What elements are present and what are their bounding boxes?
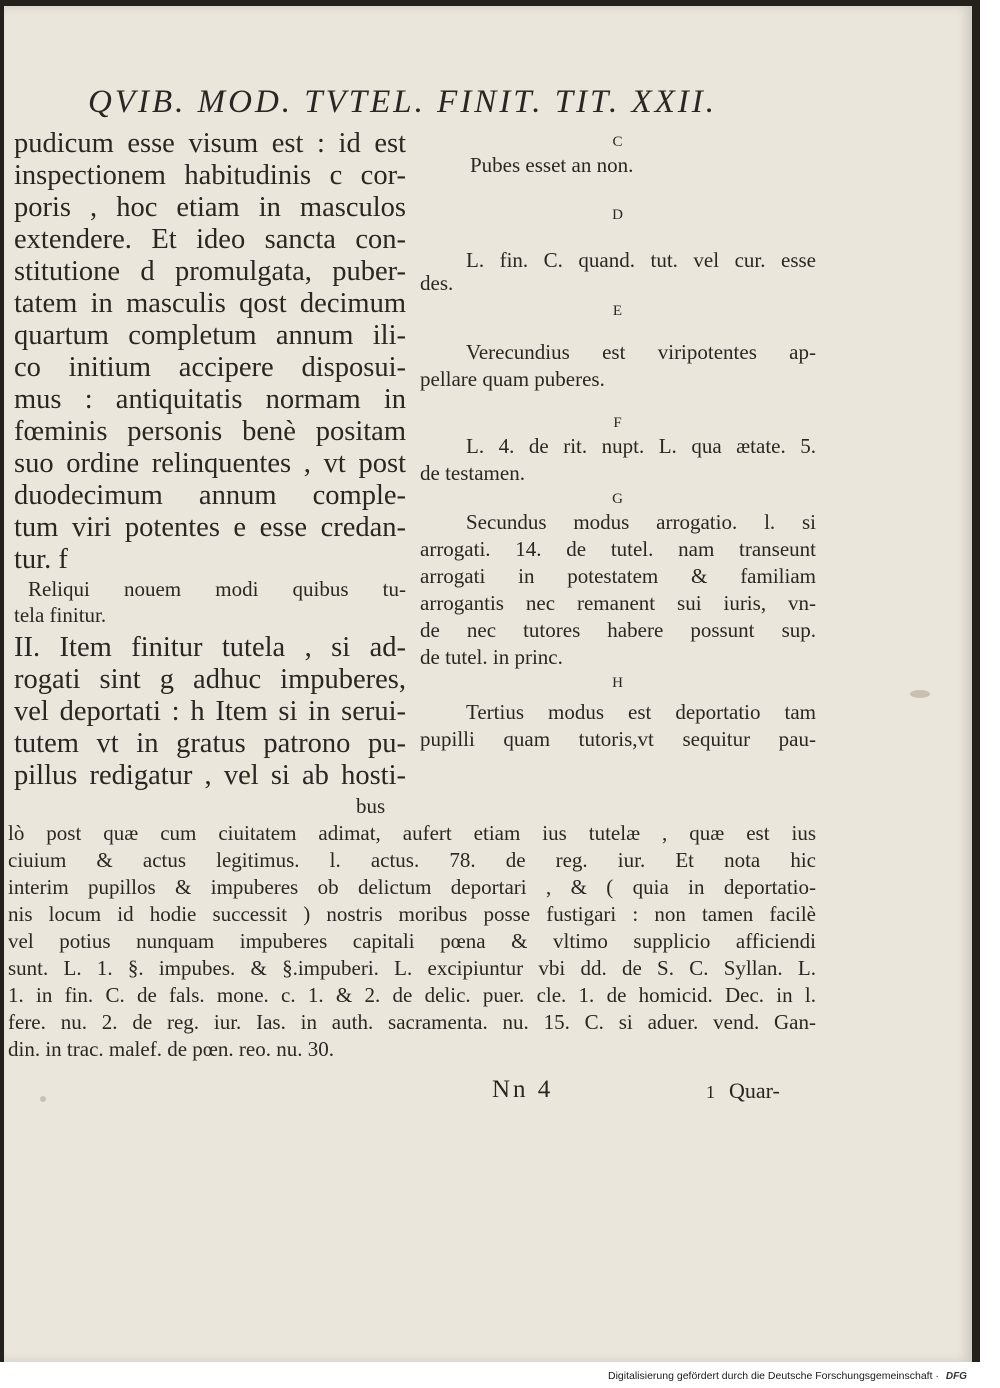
- main-text-line: tum viri potentes e esse credan-: [14, 512, 406, 543]
- section-text-line: vel deportati : h Item si in serui-: [14, 696, 406, 727]
- note-g: [420, 489, 816, 671]
- catchword-text: Quar-: [729, 1078, 780, 1103]
- catchword-number: 1: [706, 1082, 715, 1102]
- note-line: arrogantis nec remanent sui iuris, vn-: [420, 591, 816, 615]
- main-text-line: co initium accipere disposui-: [14, 352, 406, 383]
- note-line: interim pupillos & impuberes ob delictum deportari , & ( quia in deportatio-: [8, 875, 816, 899]
- section-summary-line: tela finitur.: [14, 603, 107, 627]
- main-text-line: poris , hoc etiam in masculos: [14, 192, 406, 223]
- full-width-note: [8, 820, 816, 1063]
- main-text-line: tatem in masculis qost decimum: [14, 288, 406, 319]
- note-line: Verecundius est viripotentes ap-: [466, 340, 816, 364]
- note-line: Tertius modus est deportatio tam: [466, 700, 816, 724]
- note-line: sunt. L. 1. §. impubes. & §.impuberi. L. excipiuntur vbi dd. de S. C. Syllan. L.: [8, 956, 816, 980]
- note-line: de testamen.: [420, 461, 525, 485]
- credit-text: Digitalisierung gefördert durch die Deutsche Forschungsgemeinschaft ·: [608, 1370, 939, 1382]
- marginal-notes-column: [420, 132, 816, 753]
- note-line: L. 4. de rit. nupt. L. qua ætate. 5.: [466, 434, 816, 458]
- note-line: lò post quæ cum ciuitatem adimat, aufert etiam ius tutelæ , quæ est ius: [8, 821, 816, 845]
- main-text-line: stitutione d promulgata, puber-: [14, 256, 406, 287]
- running-header: QVIB. MOD. TVTEL. FINIT. TIT. XXII.: [88, 84, 718, 120]
- note-e: [420, 301, 816, 393]
- note-letter: H: [612, 675, 624, 691]
- note-line: L. fin. C. quand. tut. vel cur. esse: [466, 248, 816, 272]
- paper-stain: [40, 1096, 46, 1102]
- section-text-line: pillus redigatur , vel si ab hosti-: [14, 760, 406, 791]
- main-text-line: extendere. Et ideo sancta con-: [14, 224, 406, 255]
- dfg-logo: DFG: [945, 1371, 967, 1382]
- main-text-line: quartum completum annum ili-: [14, 320, 406, 351]
- note-line: nis locum id hodie successit ) nostris moribus posse fustigari : non tamen facilè: [8, 902, 816, 926]
- main-text-line: fœminis personis benè positam: [14, 416, 406, 447]
- note-line: ciuium & actus legitimus. l. actus. 78. de reg. iur. Et nota hic: [8, 848, 816, 872]
- section-text-line: II. Item finitur tutela , si ad-: [14, 632, 406, 663]
- note-h: [420, 673, 816, 753]
- note-letter: G: [612, 491, 624, 507]
- note-line: 1. in fin. C. de fals. mone. c. 1. & 2. de delic. puer. cle. 1. de homicid. Dec. in l.: [8, 983, 816, 1007]
- note-line: pellare quam puberes.: [420, 367, 605, 391]
- main-text-line: mus : antiquitatis normam in: [14, 384, 406, 415]
- signature-mark: Nn 4: [492, 1076, 554, 1103]
- main-text-line: pudicum esse visum est : id est: [14, 128, 406, 159]
- note-line: Pubes esset an non.: [470, 153, 634, 177]
- note-line: vel potius nunquam impuberes capitali pœna & vltimo supplicio afficiendi: [8, 929, 816, 953]
- note-d: [420, 205, 816, 297]
- main-catchword: bus: [356, 794, 386, 818]
- note-line: pupilli quam tutoris,vt sequitur pau-: [420, 727, 816, 751]
- paper-stain: [910, 690, 930, 698]
- main-text-line: tur. f: [14, 544, 68, 575]
- section-text-line: tutem vt in gratus patrono pu-: [14, 728, 406, 759]
- note-letter: F: [613, 415, 623, 431]
- main-text-line: duodecimum annum comple-: [14, 480, 406, 511]
- note-f: [420, 413, 816, 487]
- note-line: des.: [420, 271, 454, 295]
- note-line: fere. nu. 2. de reg. iur. Ias. in auth. sacramenta. nu. 15. C. si aduer. vend. Gan-: [8, 1010, 816, 1034]
- main-text-line: inspectionem habitudinis c cor-: [14, 160, 406, 191]
- main-text-column: [14, 128, 406, 792]
- note-line: Secundus modus arrogatio. l. si: [466, 510, 816, 534]
- note-line: arrogati. 14. de tutel. nam transeunt: [420, 537, 816, 561]
- note-line: arrogati in potestatem & familiam: [420, 564, 816, 588]
- note-line: de nec tutores habere possunt sup.: [420, 618, 816, 642]
- section-summary-line: Reliqui nouem modi quibus tu-: [28, 577, 406, 601]
- note-c: [420, 132, 816, 179]
- book-page: [4, 6, 972, 1362]
- section-text-line: rogati sint g adhuc impuberes,: [14, 664, 406, 695]
- note-letter: D: [612, 207, 624, 223]
- main-text-line: suo ordine relinquentes , vt post: [14, 448, 406, 479]
- note-line: din. in trac. malef. de pœn. reo. nu. 30.: [8, 1037, 334, 1061]
- note-line: de tutel. in princ.: [420, 645, 563, 669]
- footer-catchword: [706, 1078, 780, 1104]
- digitization-credit: [608, 1370, 967, 1382]
- note-letter: C: [612, 134, 624, 150]
- note-letter: E: [612, 303, 624, 319]
